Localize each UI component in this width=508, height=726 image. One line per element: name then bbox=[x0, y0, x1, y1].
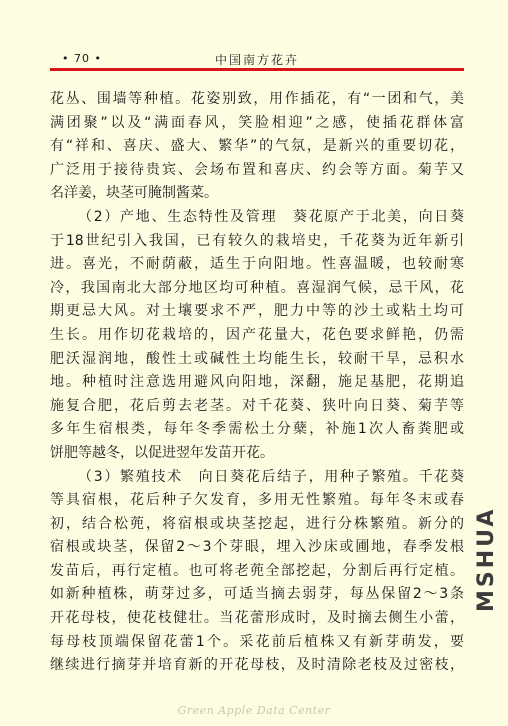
text-line: 宿根或块茎，保留2～3个芽眼，埋入沙床或圃地，春季发根 bbox=[50, 539, 464, 556]
running-title: 中国南方花卉 bbox=[214, 53, 299, 67]
text-line: 多年生宿根类，每年冬季需松土分蘖，补施1次人畜粪肥或 bbox=[50, 421, 464, 438]
text-line: 名洋姜，块茎可腌制酱菜。 bbox=[50, 185, 218, 202]
text-line: 有“祥和、喜庆、盛大、繁华”的气氛，是新兴的重要切花， bbox=[50, 138, 464, 155]
body-text bbox=[50, 88, 464, 678]
text-line: （3）繁殖技术 向日葵花后结子，用种子繁殖。千花葵 bbox=[78, 468, 464, 485]
text-line: 花丛、围墙等种植。花姿别致，用作插花，有“一团和气，美 bbox=[50, 91, 464, 107]
text-line: 期更忌大风。对土壤要求不严，肥力中等的沙土或粘土均可 bbox=[50, 303, 464, 320]
header-rule bbox=[50, 68, 464, 71]
text-line: 进。喜光，不耐荫蔽，适生于向阳地。性喜温暖，也较耐寒 bbox=[50, 256, 464, 273]
text-line: 继续进行摘芽并培育新的开花母枝，及时清除老枝及过密枝， bbox=[50, 657, 464, 674]
text-line: 发苗后，再行定植。也可将老蔸全部挖起，分割后再行定植。 bbox=[50, 562, 464, 579]
text-line: 饼肥等越冬，以促进翌年发苗开花。 bbox=[50, 444, 274, 461]
text-line: 满团聚”以及“满面春风，笑脸相迎”之感，使插花群体富 bbox=[50, 114, 464, 131]
text-line: 施复合肥，花后剪去老茎。对千花葵、狭叶向日葵、菊芋等 bbox=[50, 397, 464, 414]
text-line: 如新种植株，萌芽过多，可适当摘去弱芽，每丛保留2～3条 bbox=[50, 586, 464, 603]
page-number: • 70 • bbox=[62, 52, 102, 65]
text-line: 初，结合松蔸，将宿根或块茎挖起，进行分株繁殖。新分的 bbox=[50, 515, 464, 532]
text-line: 每母枝顶端保留花蕾1个。采花前后植株又有新芽萌发，要 bbox=[50, 633, 464, 650]
text-line: 等具宿根，花后种子欠发育，多用无性繁殖。每年冬末或春 bbox=[50, 492, 464, 509]
text-line: 地。种植时注意选用避风向阳地，深翻，施足基肥，花期追 bbox=[50, 374, 464, 391]
side-watermark: MSHUA bbox=[474, 506, 499, 612]
text-line: 肥沃湿润地，酸性土或碱性土均能生长，较耐干旱，忌积水 bbox=[50, 350, 464, 367]
text-line: 生长。用作切花栽培的，因产花量大，花色要求鲜艳，仍需 bbox=[50, 326, 464, 343]
text-line: （2）产地、生态特性及管理 葵花原产于北美，向日葵 bbox=[78, 208, 464, 225]
text-line: 开花母枝，使花枝健壮。当花蕾形成时，及时摘去侧生小蕾， bbox=[50, 610, 464, 627]
text-line: 冷，我国南北大部分地区均可种植。喜湿润气候，忌干风，花 bbox=[50, 279, 464, 296]
page-header bbox=[50, 50, 464, 68]
text-line: 广泛用于接待贵宾、会场布置和喜庆、约会等方面。菊芋又 bbox=[50, 161, 464, 178]
text-line: 于18世纪引入我国，已有较久的栽培史，千花葵为近年新引 bbox=[50, 232, 464, 249]
bottom-watermark: Green Apple Data Center bbox=[177, 704, 331, 717]
